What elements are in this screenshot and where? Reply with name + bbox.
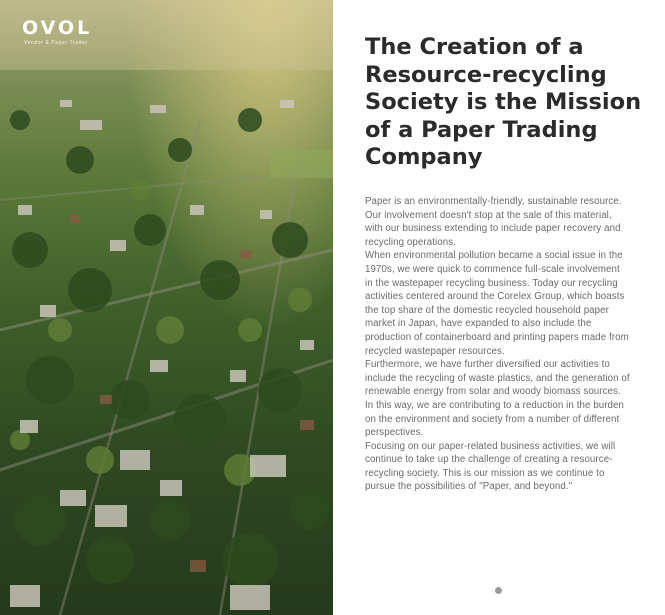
text-panel — [333, 0, 665, 615]
page-title: The Creation of a Resource-recycling Society is the Mission of a Paper Trading Company — [365, 34, 642, 170]
paragraph: Paper is an environmentally-friendly, sustainable resource. Our involvement doesn't stop at the sale of this material, with our business extending to include paper recovery and recycling operations. — [365, 196, 622, 248]
paragraph: Furthermore, we have further diversified our activities to include the recycling of waste plastics, and the generation of renewable energy from solar and woody biomass sources. In this way, we are contributing to a reduction in the burden on the environment and society from a number of different perspectives. — [365, 359, 630, 439]
ovol-logo: OVOL — [22, 17, 93, 39]
paragraph: When environmental pollution became a social issue in the 1970s, we were quick to commence full-scale involvement in the wastepaper recycling business. Today our recycling activities centered around the Corelex Group, which boasts the top share of the domestic recycled household paper market in Japan, have expanded to also include the production of containerboard and printing papers made from recycled wastepaper resources. — [365, 250, 629, 357]
page-indicator-dot — [495, 587, 502, 594]
logo-tagline: Vendor & Paper Trader — [24, 40, 88, 46]
body-text — [365, 195, 630, 494]
paragraph: Focusing on our paper-related business activities, we will continue to take up the challenge of creating a resource-recycling society. This is our mission as we continue to pursue the possibilities of "Paper, and beyond." — [365, 440, 616, 493]
